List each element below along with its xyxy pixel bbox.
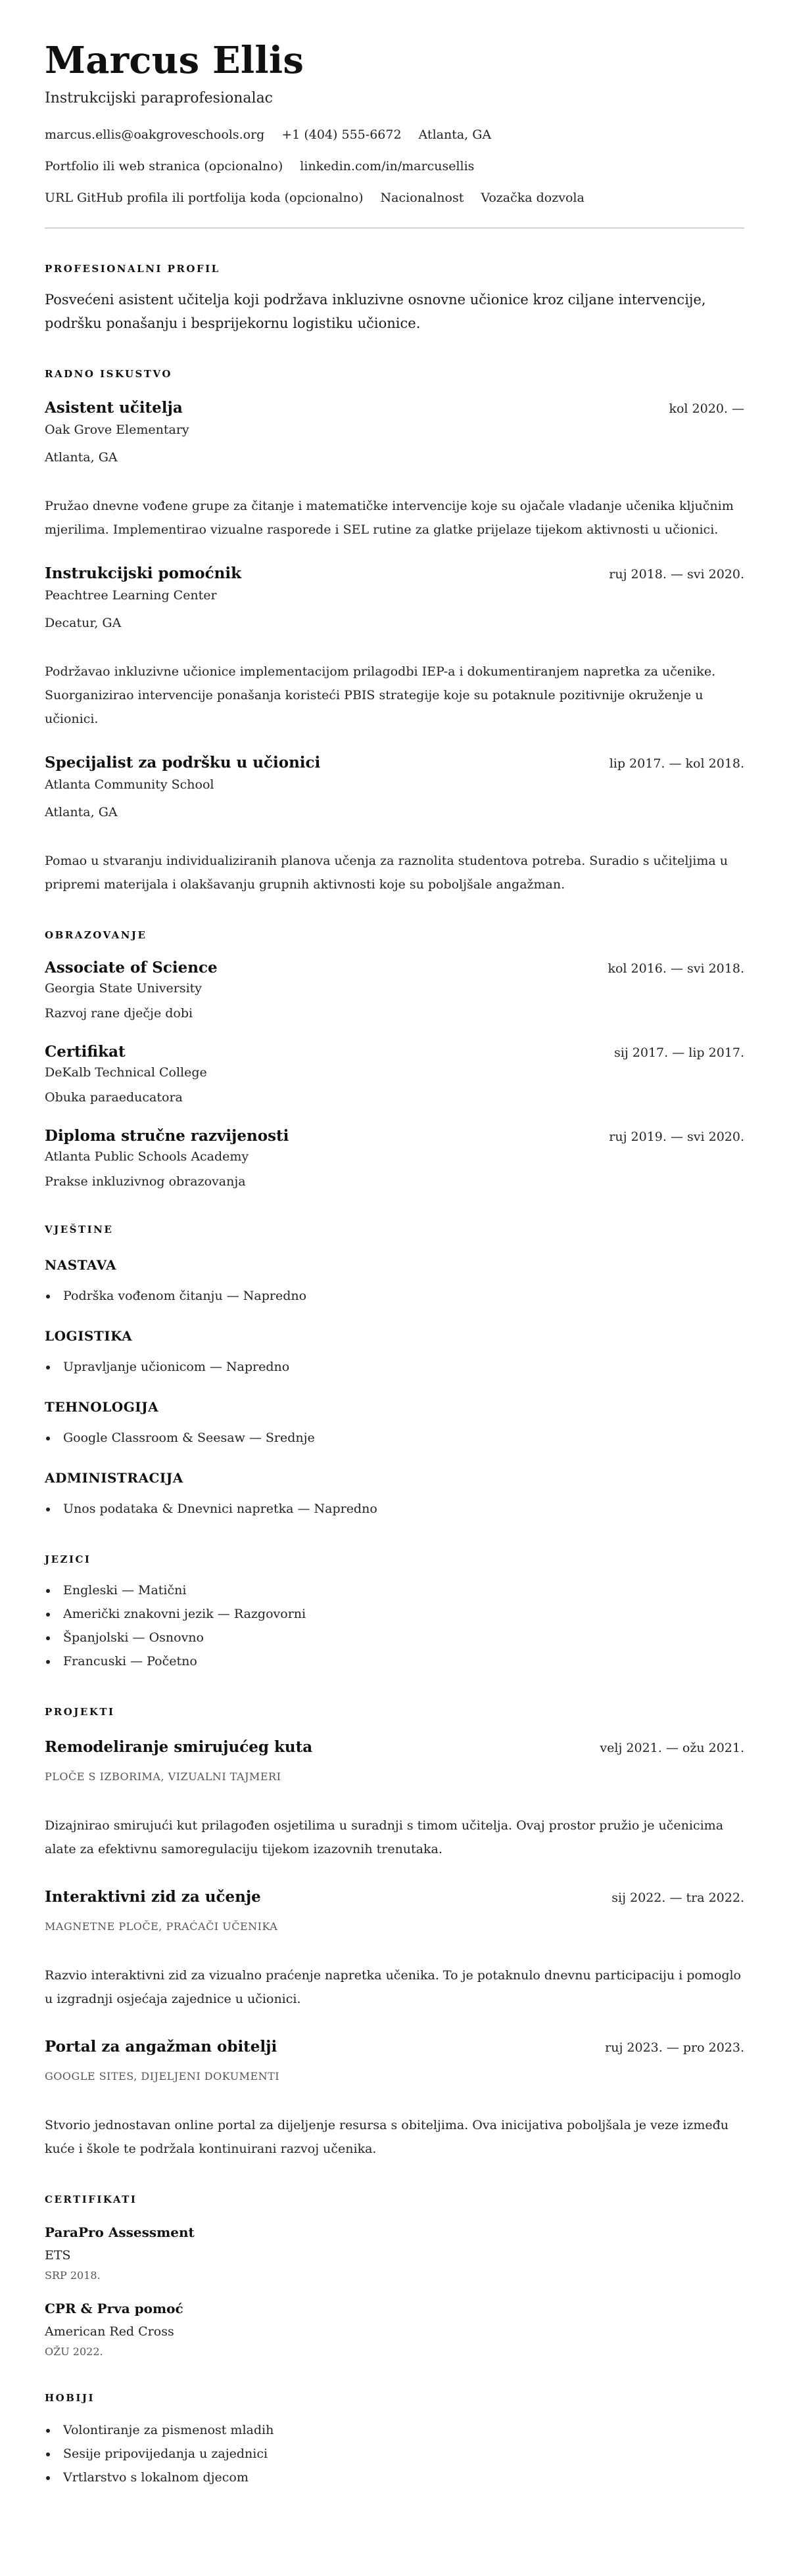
education-dates: kol 2016. — svi 2018.	[608, 961, 744, 976]
skill-category: LOGISTIKA	[45, 1328, 133, 1344]
section-title-projects: PROJEKTI	[45, 1706, 115, 1718]
contact-row-extra	[45, 189, 744, 206]
project-description: Dizajnirao smirujući kut prilagođen osjetilima u suradnji s timom učitelja. Ovaj prostor pružio je učenicima alate za efektivnu samoregulaciju tijekom izazovnih trenutaka.	[45, 1818, 724, 1856]
contact-portfolio[interactable]: Portfolio ili web stranica (opcionalno)	[45, 159, 283, 173]
contact-location: Atlanta, GA	[418, 127, 492, 142]
experience-item	[45, 398, 744, 541]
contact-drivers-license: Vozačka dozvola	[481, 191, 585, 205]
project-dates: sij 2022. — tra 2022.	[611, 1891, 744, 1905]
education-dates: ruj 2019. — svi 2020.	[609, 1130, 744, 1144]
project-dates: velj 2021. — ožu 2021.	[600, 1741, 744, 1755]
section-title-languages: JEZICI	[45, 1553, 91, 1565]
field-of-study: Razvoj rane dječje dobi	[45, 1006, 193, 1021]
experience-item	[45, 564, 744, 731]
header-divider	[45, 227, 744, 229]
job-location: Decatur, GA	[45, 616, 122, 630]
certificate-name: CPR & Prva pomoć	[45, 2301, 183, 2316]
section-title-hobbies: HOBIJI	[45, 2392, 95, 2404]
skill-item: Upravljanje učionicom — Napredno	[45, 1355, 744, 1379]
skill-list	[45, 1284, 744, 1308]
education-item	[45, 958, 744, 1023]
skill-group	[45, 1327, 744, 1379]
contact-row-primary	[45, 126, 744, 143]
certificate-item	[45, 2300, 744, 2359]
skill-item: Google Classroom & Seesaw — Srednje	[45, 1426, 744, 1450]
school-name: Atlanta Public Schools Academy	[45, 1149, 249, 1164]
degree-title: Associate of Science	[45, 959, 218, 977]
candidate-name: Marcus Ellis	[45, 39, 304, 82]
section-experience	[45, 367, 744, 896]
job-dates: lip 2017. — kol 2018.	[609, 756, 744, 771]
education-item	[45, 1126, 744, 1191]
project-tools: MAGNETNE PLOČE, PRAĆAČI UČENIKA	[45, 1920, 278, 1933]
project-description: Stvorio jednostavan online portal za dijeljenje resursa s obiteljima. Ova inicijativa poboljšala je veze između kuće i škole te podržala kontinuirani razvoj učenika.	[45, 2118, 729, 2156]
certificate-issuer: ETS	[45, 2248, 71, 2263]
section-title-profile: PROFESIONALNI PROFIL	[45, 263, 220, 275]
job-description: Pomao u stvaranju individualiziranih planova učenja za raznolita studentova potreba. Suradio s učiteljima u pripremi materijala i olakšavanju grupnih aktivnosti koje su poboljšale angažman.	[45, 854, 728, 892]
skill-item: Podrška vođenom čitanju — Napredno	[45, 1284, 744, 1308]
education-dates: sij 2017. — lip 2017.	[614, 1046, 744, 1060]
skill-category: NASTAVA	[45, 1257, 117, 1273]
contact-nationality: Nacionalnost	[380, 191, 464, 205]
job-dates: kol 2020. —	[669, 402, 744, 416]
project-dates: ruj 2023. — pro 2023.	[605, 2040, 744, 2055]
project-item	[45, 1887, 744, 2011]
field-of-study: Prakse inkluzivnog obrazovanja	[45, 1174, 246, 1189]
degree-title: Certifikat	[45, 1043, 126, 1061]
project-item	[45, 1737, 744, 1861]
project-tools: PLOČE S IZBORIMA, VIZUALNI TAJMERI	[45, 1770, 281, 1783]
section-skills	[45, 1222, 744, 1521]
resume-header	[45, 37, 744, 206]
section-title-education: OBRAZOVANJE	[45, 929, 147, 941]
job-description: Podržavao inkluzivne učionice implementacijom prilagodbi IEP-a i dokumentiranjem napretka za učenike. Suorganizirao intervencije ponašanja koristeći PBIS strategije koje su potaknule pozitivnije okruženje u učionici.	[45, 664, 716, 726]
section-title-certificates: CERTIFIKATI	[45, 2194, 137, 2205]
education-item	[45, 1042, 744, 1107]
project-description: Razvio interaktivni zid za vizualno praćenje napretka učenika. To je potaknulo dnevnu participaciju i pomoglo u izgradnji osjećaja zajednice u učionici.	[45, 1968, 741, 2006]
job-company: Oak Grove Elementary	[45, 423, 189, 437]
language-item: Engleski — Matični	[45, 1578, 744, 1602]
contact-phone[interactable]: +1 (404) 555-6672	[281, 127, 402, 142]
candidate-headline: Instrukcijski paraprofesionalac	[45, 90, 274, 106]
certificate-name: ParaPro Assessment	[45, 2224, 195, 2240]
profile-summary: Posvećeni asistent učitelja koji podržava inkluzivne osnovne učionice kroz ciljane intervencije, podršku ponašanju i besprijekornu logistiku učionice.	[45, 292, 706, 331]
contact-row-links	[45, 158, 744, 175]
job-company: Atlanta Community School	[45, 777, 214, 792]
experience-item	[45, 753, 744, 896]
skill-item: Unos podataka & Dnevnici napretka — Napredno	[45, 1497, 744, 1521]
certificate-date: SRP 2018.	[45, 2269, 101, 2282]
section-projects	[45, 1705, 744, 2161]
skill-list	[45, 1497, 744, 1521]
job-description: Pružao dnevne vođene grupe za čitanje i matematičke intervencije koje su ojačale vladanje učenika ključnim mjerilima. Implementirao vizualne rasporede i SEL rutine za glatke prijelaze tijekom aktivnosti u učionici.	[45, 499, 734, 537]
section-education	[45, 928, 744, 1191]
contact-github[interactable]: URL GitHub profila ili portfolija koda (opcionalno)	[45, 191, 364, 205]
job-title: Instrukcijski pomoćnik	[45, 564, 242, 582]
language-list	[45, 1578, 744, 1673]
section-languages	[45, 1552, 744, 1673]
contact-email[interactable]: marcus.ellis@oakgroveschools.org	[45, 127, 265, 142]
skill-group	[45, 1256, 744, 1308]
hobby-item: Vrtlarstvo s lokalnom djecom	[45, 2466, 744, 2489]
certificate-issuer: American Red Cross	[45, 2324, 174, 2339]
project-name: Remodeliranje smirujućeg kuta	[45, 1738, 313, 1756]
skill-list	[45, 1355, 744, 1379]
hobby-item: Volontiranje za pismenost mladih	[45, 2418, 744, 2442]
field-of-study: Obuka paraeducatora	[45, 1090, 183, 1105]
school-name: DeKalb Technical College	[45, 1065, 207, 1080]
section-certificates	[45, 2192, 744, 2359]
project-tools: GOOGLE SITES, DIJELJENI DOKUMENTI	[45, 2070, 280, 2082]
project-name: Interaktivni zid za učenje	[45, 1888, 261, 1906]
language-item: Francuski — Početno	[45, 1649, 744, 1673]
project-name: Portal za angažman obitelji	[45, 2038, 277, 2056]
skill-group	[45, 1398, 744, 1450]
school-name: Georgia State University	[45, 981, 203, 996]
degree-title: Diploma stručne razvijenosti	[45, 1127, 289, 1145]
project-item	[45, 2037, 744, 2161]
section-profile	[45, 262, 744, 335]
skill-category: TEHNOLOGIJA	[45, 1399, 159, 1415]
job-location: Atlanta, GA	[45, 805, 118, 819]
skill-category: ADMINISTRACIJA	[45, 1470, 183, 1486]
section-title-experience: RADNO ISKUSTVO	[45, 368, 172, 380]
language-item: Američki znakovni jezik — Razgovorni	[45, 1602, 744, 1626]
language-item: Španjolski — Osnovno	[45, 1626, 744, 1649]
job-dates: ruj 2018. — svi 2020.	[609, 567, 744, 582]
certificate-item	[45, 2224, 744, 2283]
hobby-list	[45, 2418, 744, 2489]
certificate-date: OŽU 2022.	[45, 2345, 103, 2358]
job-title: Asistent učitelja	[45, 399, 183, 417]
contact-linkedin[interactable]: linkedin.com/in/marcusellis	[300, 159, 475, 173]
job-company: Peachtree Learning Center	[45, 588, 217, 603]
section-title-skills: VJEŠTINE	[45, 1224, 114, 1235]
skill-group	[45, 1469, 744, 1521]
skill-list	[45, 1426, 744, 1450]
job-title: Specijalist za podršku u učionici	[45, 754, 321, 771]
section-hobbies	[45, 2391, 744, 2489]
hobby-item: Sesije pripovijedanja u zajednici	[45, 2442, 744, 2466]
job-location: Atlanta, GA	[45, 450, 118, 465]
